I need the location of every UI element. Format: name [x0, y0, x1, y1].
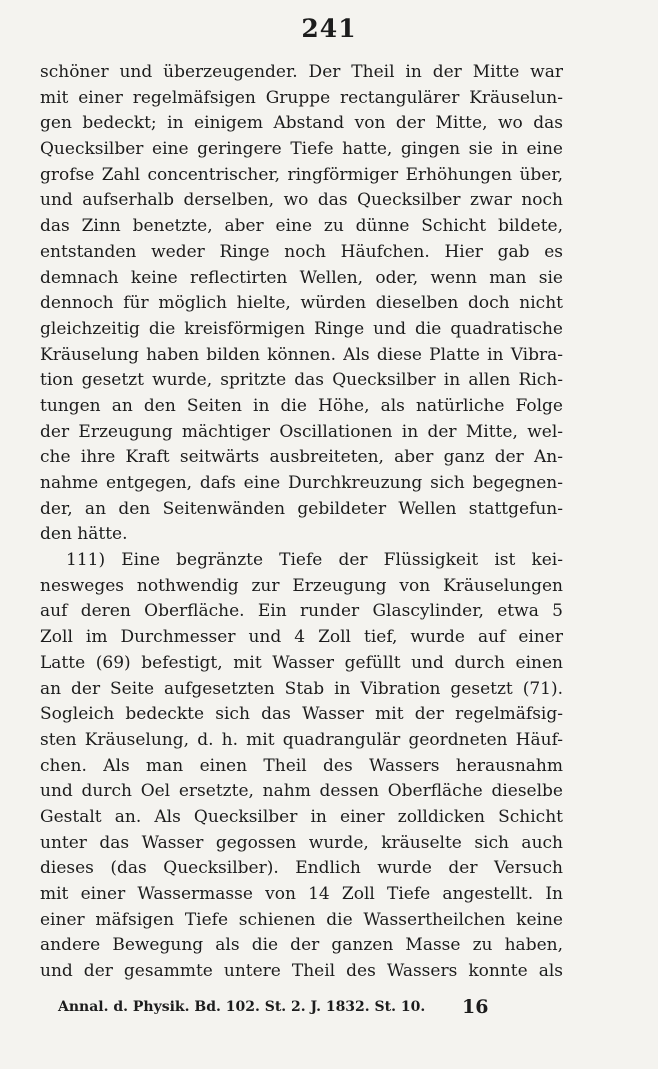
- text-line: und der gesammte untere Theil des Wassers konnte als: [40, 961, 563, 982]
- text-line: che ihre Kraft seitwärts ausbreiteten, aber ganz der An-: [40, 447, 563, 468]
- paragraph: [40, 60, 563, 548]
- text-line: nahme entgegen, dafs eine Durchkreuzung sich begegnen-: [40, 473, 563, 493]
- text-line: demnach keine reflectirten Wellen, oder, wenn man sie: [40, 267, 563, 288]
- text-line: unter das Wasser gegossen wurde, kräuselte sich auch: [40, 832, 563, 853]
- text-line: das Zinn benetzte, aber eine zu dünne Schicht bildete,: [40, 216, 563, 237]
- text-line: dennoch für möglich hielte, würden dieselben doch nicht: [40, 293, 563, 314]
- sheet-number: 16: [462, 996, 489, 1018]
- page-footer: [58, 994, 498, 1020]
- body-text: [40, 60, 563, 985]
- text-line: gleichzeitig die kreisförmigen Ringe und die quadratische: [40, 318, 563, 339]
- text-line: Gestalt an. Als Quecksilber in einer zolldicken Schicht: [40, 806, 563, 827]
- text-line: und durch Oel ersetzte, nahm dessen Oberfläche dieselbe: [40, 781, 563, 802]
- text-line: Quecksilber eine geringere Tiefe hatte, gingen sie in eine: [40, 139, 563, 160]
- text-line: mit einer regelmäfsigen Gruppe rectangulärer Kräuselun-: [40, 87, 563, 108]
- text-line: schöner und überzeugender. Der Theil in der Mitte war: [40, 62, 563, 82]
- text-line: Zoll im Durchmesser und 4 Zoll tief, wurde auf einer: [40, 627, 563, 648]
- paragraph: [40, 548, 563, 985]
- text-line: sten Kräuselung, d. h. mit quadrangulär geordneten Häuf-: [40, 729, 563, 750]
- text-line: andere Bewegung als die der ganzen Masse zu haben,: [40, 935, 563, 956]
- text-line: gen bedeckt; in einigem Abstand von der Mitte, wo das: [40, 113, 563, 134]
- text-line: und aufserhalb derselben, wo das Quecksilber zwar noch: [40, 190, 563, 211]
- text-line: tungen an den Seiten in die Höhe, als natürliche Folge: [40, 395, 563, 416]
- text-line: Kräuselung haben bilden können. Als diese Platte in Vibra-: [40, 344, 563, 365]
- text-line: chen. Als man einen Theil des Wassers herausnahm: [40, 755, 563, 776]
- text-line: auf deren Oberfläche. Ein runder Glascylinder, etwa 5: [40, 601, 563, 622]
- signature-citation: Annal. d. Physik. Bd. 102. St. 2. J. 1832. St. 10.: [58, 999, 426, 1015]
- text-line: einer mäfsigen Tiefe schienen die Wassertheilchen keine: [40, 909, 563, 930]
- page-number: 241: [301, 14, 357, 43]
- text-line: Latte (69) befestigt, mit Wasser gefüllt und durch einen: [40, 652, 563, 673]
- text-line: mit einer Wassermasse von 14 Zoll Tiefe angestellt. In: [40, 884, 563, 904]
- text-line: Sogleich bedeckte sich das Wasser mit der regelmäfsig-: [40, 704, 563, 725]
- text-line: 111) Eine begränzte Tiefe der Flüssigkeit ist kei-: [66, 550, 563, 571]
- text-line: dieses (das Quecksilber). Endlich wurde der Versuch: [40, 858, 563, 879]
- text-line: den hätte.: [40, 524, 128, 545]
- text-line: an der Seite aufgesetzten Stab in Vibration gesetzt (71).: [40, 678, 563, 699]
- text-line: der, an den Seitenwänden gebildeter Wellen stattgefun-: [40, 498, 563, 519]
- text-line: entstanden weder Ringe noch Häufchen. Hier gab es: [40, 241, 563, 262]
- text-line: nesweges nothwendig zur Erzeugung von Kräuselungen: [40, 575, 563, 596]
- text-line: der Erzeugung mächtiger Oscillationen in der Mitte, wel-: [40, 421, 563, 442]
- text-line: grofse Zahl concentrischer, ringförmiger Erhöhungen über,: [40, 164, 563, 185]
- text-line: tion gesetzt wurde, spritzte das Quecksilber in allen Rich-: [40, 370, 563, 391]
